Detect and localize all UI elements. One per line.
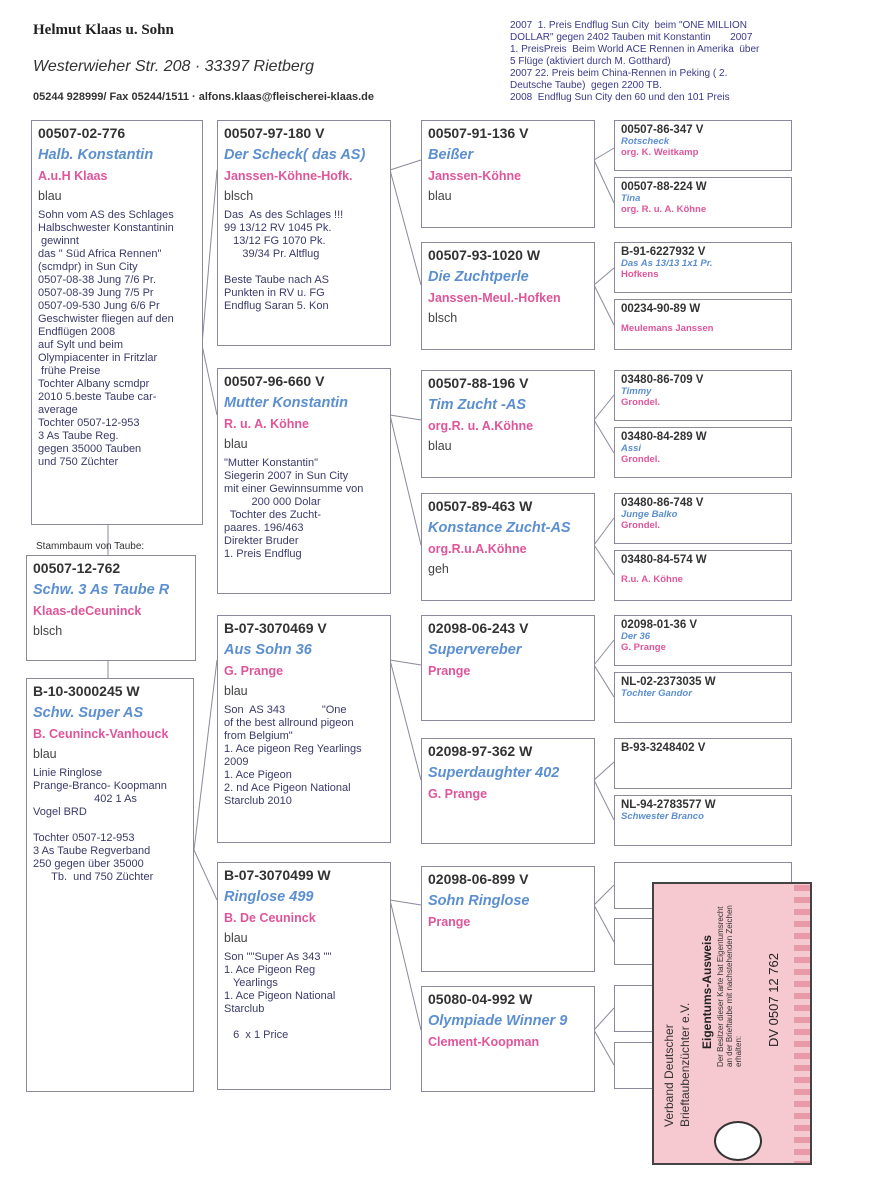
info-text: Son ""Super As 343 "" 1. Ace Pigeon Reg Yearlings 1. Ace Pigeon National Starclub 6 x 1 Price: [224, 951, 336, 1041]
pigeon-name: Ringlose 499: [224, 889, 314, 905]
pedigree-gen4: [614, 672, 792, 723]
breeder: org. K. Weitkamp: [621, 147, 699, 158]
pedigree-gen4: [614, 299, 792, 350]
pigeon-name: Tina: [621, 193, 641, 204]
breeder: Janssen-Meul.-Hofken: [428, 291, 561, 305]
ring-number: 02098-97-362 W: [428, 743, 533, 759]
breeder: Grondel.: [621, 454, 661, 465]
pigeon-name: Das As 13/13 1x1 Pr.: [621, 258, 713, 269]
note-line: 2007 1. Preis Endflug Sun City beim "ONE MILLION: [510, 20, 747, 31]
breeder: Grondel.: [621, 397, 661, 408]
pedigree-grandparent: [217, 368, 391, 594]
info-text: Das As des Schlages !!! 99 13/12 RV 1045 Pk. 13/12 FG 1070 Pk. 39/34 Pr. Altflug Beste Taube nach AS Punkten in RV u. FG Endflug Saran 5. Kon: [224, 209, 344, 312]
color: blau: [428, 439, 452, 453]
color: blsch: [428, 311, 458, 325]
ring-number: B-07-3070469 V: [224, 620, 327, 636]
note-line: Deutsche Taube) gegen 2200 TB.: [510, 80, 662, 91]
pigeon-name: Superdaughter 402: [428, 765, 560, 781]
pigeon-name: Der 36: [621, 631, 651, 642]
color: blsch: [224, 189, 254, 203]
breeder: G. Prange: [428, 787, 488, 801]
breeder: Prange: [428, 664, 471, 678]
breeder: G. Prange: [224, 664, 284, 678]
ring-number: 02098-01-36 V: [621, 619, 698, 631]
color: blau: [224, 931, 248, 945]
breeder: B. Ceuninck-Vanhouck: [33, 727, 169, 741]
pedigree-grandparent: [217, 615, 391, 843]
breeder: B. De Ceuninck: [224, 911, 316, 925]
breeder: Prange: [428, 915, 471, 929]
pigeon-name: Sohn Ringlose: [428, 893, 530, 909]
note-line: 2007 22. Preis beim China-Rennen in Peking ( 2.: [510, 68, 728, 79]
breeder: Janssen-Köhne-Hofk.: [224, 169, 353, 183]
card-line: Brieftaubenzüchter e.V.: [678, 1002, 692, 1127]
pigeon-name: Schw. Super AS: [33, 705, 144, 721]
card-text: Der Besitzer dieser Karte hat Eigentumsrecht an der Brieftaube mit nachstehenden Zeichen erhalten:: [716, 905, 743, 1067]
ring-number: 00234-90-89 W: [621, 303, 701, 315]
pedigree-gen4: [614, 795, 792, 846]
ring-number: 00507-02-776: [38, 125, 126, 141]
pedigree-great-grandparent: [421, 120, 595, 228]
pedigree-grandparent: [217, 120, 391, 346]
pedigree-dam: [26, 678, 194, 1092]
ring-number: 02098-06-243 V: [428, 620, 529, 636]
color: blau: [224, 437, 248, 451]
pedigree-gen4: [614, 242, 792, 293]
info-text: "Mutter Konstantin" Siegerin 2007 in Sun City mit einer Gewinnsumme von 200 000 Dolar Tochter des Zucht- paares. 196/463 Direkter Bruder 1. Preis Endflug: [224, 457, 364, 560]
pedigree-gen4: [614, 427, 792, 478]
ring-number: 03480-84-289 W: [621, 431, 707, 443]
pedigree-gen4: [614, 120, 792, 171]
ring-number: B-07-3070499 W: [224, 867, 331, 883]
pigeon-name: Supervereber: [428, 642, 522, 658]
ring-number: 00507-96-660 V: [224, 373, 325, 389]
pedigree-great-grandparent: [421, 242, 595, 350]
breeder: org.R.u.A.Köhne: [428, 542, 527, 556]
breeder: R.u. A. Köhne: [621, 574, 683, 585]
pedigree-gen4: [614, 370, 792, 421]
note-line: DOLLAR" gegen 2402 Tauben mit Konstantin 2007: [510, 32, 753, 43]
pedigree-great-grandparent: [421, 866, 595, 972]
color: blau: [33, 747, 57, 761]
pedigree-subject: [26, 555, 196, 661]
pigeon-name: Mutter Konstantin: [224, 395, 349, 411]
pedigree-great-grandparent: [421, 370, 595, 478]
pedigree-great-grandparent: [421, 986, 595, 1092]
color: blau: [224, 684, 248, 698]
info-text: Sohn vom AS des Schlages Halbschwester Konstantinin gewinnt das " Süd Africa Rennen" (scmdpr) in Sun City 0507-08-38 Jung 7/6 Pr. 0507-08-39 Jung 7/5 Pr 0507-09-530 Jung 6/6 Pr Geschwister fliegen auf den Endflügen 2008 auf Sylt und beim Olympiacenter in Fritzlar frühe Preise Tochter Albany scmdpr 2010 5.beste Taube car- average Tochter 0507-12-953 3 As Taube Reg. gegen 35000 Tauben und 750 Züchter: [38, 209, 174, 468]
pigeon-name: Aus Sohn 36: [224, 642, 312, 658]
ring-number: 00507-97-180 V: [224, 125, 325, 141]
header-contact: 05244 928999/ Fax 05244/1511 · alfons.klaas@fleischerei-klaas.de: [33, 91, 374, 103]
dove-emblem-icon: [714, 1121, 762, 1161]
ring-number: B-91-6227932 V: [621, 246, 706, 258]
ring-number: 03480-86-709 V: [621, 374, 704, 386]
note-line: 5 Flüge (aktiviert durch M. Gotthard): [510, 56, 671, 67]
ring-number: B-93-3248402 V: [621, 742, 706, 754]
breeder: R. u. A. Köhne: [224, 417, 309, 431]
card-ring-number: DV 0507 12 762: [766, 953, 781, 1047]
pedigree-great-grandparent: [421, 615, 595, 721]
ring-number: 00507-93-1020 W: [428, 247, 541, 263]
ownership-card-content: [654, 884, 812, 1165]
ring-number: 00507-12-762: [33, 560, 121, 576]
header-address: Westerwieher Str. 208 · 33397 Rietberg: [33, 58, 315, 75]
ownership-card: [652, 882, 812, 1165]
pedigree-great-grandparent: [421, 738, 595, 844]
pigeon-name: Schw. 3 As Taube R: [33, 582, 170, 598]
pedigree-gen4: [614, 550, 792, 601]
color: blau: [428, 189, 452, 203]
breeder: Clement-Koopman: [428, 1035, 540, 1049]
ring-number: NL-94-2783577 W: [621, 799, 716, 811]
ring-number: 03480-86-748 V: [621, 497, 704, 509]
card-line: Verband Deutscher: [662, 1024, 676, 1127]
ring-number: 00507-88-224 W: [621, 181, 707, 193]
ring-number: 00507-91-136 V: [428, 125, 529, 141]
breeder: Grondel.: [621, 520, 661, 531]
pedigree-gen4: [614, 177, 792, 228]
pigeon-name: Junge Balko: [621, 509, 678, 520]
pedigree-grandparent: [217, 862, 391, 1090]
pigeon-name: Halb. Konstantin: [38, 147, 154, 163]
ring-number: B-10-3000245 W: [33, 683, 140, 699]
color: blsch: [33, 624, 63, 638]
pigeon-name: Beißer: [428, 147, 474, 163]
note-line: 1. PreisPreis Beim World ACE Rennen in Amerika über: [510, 44, 760, 55]
pedigree-gen4: [614, 615, 792, 666]
info-text: Linie Ringlose Prange-Branco- Koopmann 402 1 As Vogel BRD Tochter 0507-12-953 3 As Taube Regverband 250 gegen über 35000 Tb. und 750 Züchter: [33, 767, 167, 883]
breeder: A.u.H Klaas: [38, 169, 108, 183]
pigeon-name: Tochter Gandor: [621, 688, 692, 699]
color: blau: [38, 189, 62, 203]
pigeon-name: Konstance Zucht-AS: [428, 520, 571, 536]
ring-number: 02098-06-899 V: [428, 871, 529, 887]
pedigree-gen4: [614, 738, 792, 789]
ring-number: NL-02-2373035 W: [621, 676, 716, 688]
pigeon-name: Assi: [621, 443, 642, 454]
color: geh: [428, 562, 449, 576]
header-name: Helmut Klaas u. Sohn: [33, 22, 174, 38]
pedigree-great-grandparent: [421, 493, 595, 601]
breeder: Klaas-deCeuninck: [33, 604, 142, 618]
breeder: Hofkens: [621, 269, 659, 280]
ring-number: 00507-86-347 V: [621, 124, 704, 136]
breeder: org.R. u. A.Köhne: [428, 419, 534, 433]
ring-number: 03480-84-574 W: [621, 554, 707, 566]
pigeon-name: Timmy: [621, 386, 652, 397]
card-title: Eigentums-Ausweis: [700, 934, 714, 1049]
pedigree-caption: Stammbaum von Taube:: [36, 541, 145, 552]
pigeon-name: Tim Zucht -AS: [428, 397, 527, 413]
ring-number: 05080-04-992 W: [428, 991, 533, 1007]
breeder: Meulemans Janssen: [621, 323, 714, 334]
card-pattern: [794, 884, 812, 1165]
info-text: Son AS 343 "One of the best allround pigeon from Belgium" 1. Ace pigeon Reg Yearlings 2009 1. Ace Pigeon 2. nd Ace Pigeon National Starclub 2010: [224, 704, 362, 807]
ring-number: 00507-88-196 V: [428, 375, 529, 391]
pedigree-gen4: [614, 493, 792, 544]
pigeon-name: Die Zuchtperle: [428, 269, 529, 285]
ring-number: 00507-89-463 W: [428, 498, 533, 514]
breeder: Janssen-Köhne: [428, 169, 522, 183]
pigeon-name: Olympiade Winner 9: [428, 1013, 568, 1029]
pedigree-sire: [31, 120, 203, 525]
breeder: org. R. u. A. Köhne: [621, 204, 707, 215]
pigeon-name: Schwester Branco: [621, 811, 704, 822]
pigeon-name: Der Scheck( das AS): [224, 147, 366, 163]
pigeon-name: Rotscheck: [621, 136, 670, 147]
note-line: 2008 Endflug Sun City den 60 und den 101 Preis: [510, 92, 730, 103]
breeder: G. Prange: [621, 642, 666, 653]
